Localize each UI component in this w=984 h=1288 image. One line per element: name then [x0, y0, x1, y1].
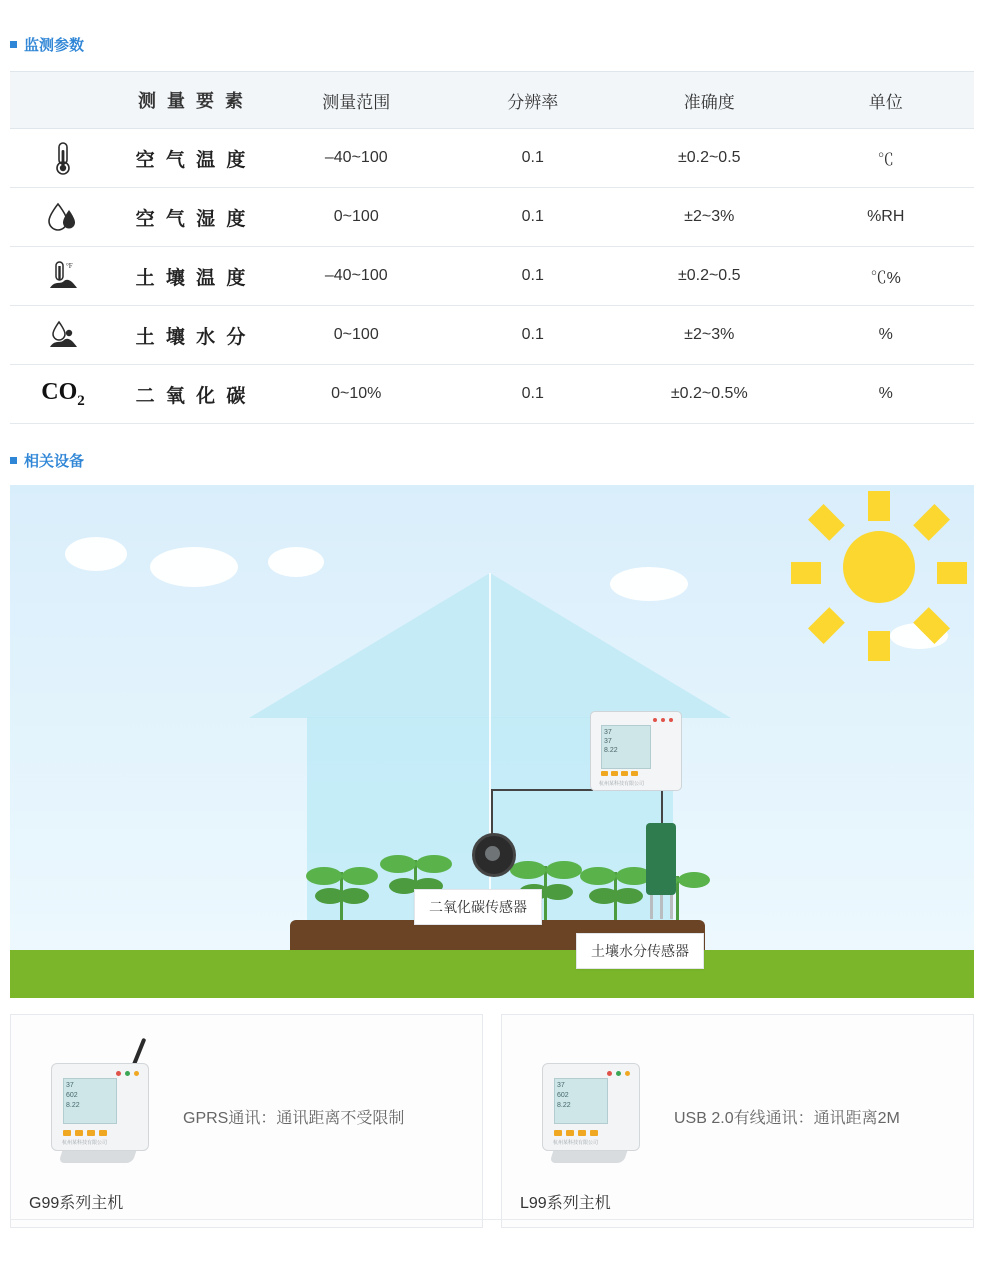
parameter-range: 0~100: [268, 306, 445, 365]
table-header: [10, 72, 974, 129]
humidity-drops-icon: [10, 188, 116, 247]
parameter-resolution: 0.1: [445, 188, 622, 247]
parameter-accuracy: ±0.2~0.5: [621, 129, 798, 188]
card-caption: G99系列主机: [29, 1195, 124, 1212]
device-body: [51, 1063, 149, 1151]
column-header-element: 测 量 要 素: [116, 72, 268, 129]
plant-icon: [580, 842, 652, 920]
host-device-image: [530, 1035, 670, 1165]
soil-moisture-icon: [10, 306, 116, 365]
parameter-accuracy: ±2~3%: [621, 306, 798, 365]
card-caption: L99系列主机: [520, 1195, 611, 1212]
table-row: [10, 306, 974, 365]
column-header-unit: 单位: [798, 72, 975, 129]
label-soil-sensor: 土壤水分传感器: [576, 933, 704, 969]
card-description: GPRS通讯：通讯距离不受限制: [183, 1110, 405, 1127]
parameter-name: 土 壤 水 分: [116, 306, 268, 365]
soil-moisture-sensor-device: [646, 823, 676, 895]
bullet-square-icon: [10, 457, 17, 464]
co2-icon-sub: 2: [77, 392, 85, 409]
parameter-resolution: 0.1: [445, 129, 622, 188]
parameter-accuracy: ±2~3%: [621, 188, 798, 247]
device-brand-text: 杭州某科技有限公司: [62, 1140, 108, 1146]
sensor-prong: [650, 895, 653, 919]
parameter-accuracy: ±0.2~0.5%: [621, 365, 798, 424]
section-heading-parameters: [0, 34, 984, 55]
soil-moisture-icon-svg: [46, 318, 80, 352]
sun-ray: [913, 504, 950, 541]
status-leds-icon: [116, 1071, 139, 1076]
sun-ray: [808, 607, 845, 644]
svg-text:°F: °F: [66, 262, 73, 270]
column-header-accuracy: 准确度: [621, 72, 798, 129]
column-header-resolution: 分辨率: [445, 72, 622, 129]
column-header-range: 测量范围: [268, 72, 445, 129]
table-row: [10, 188, 974, 247]
page-root: [0, 34, 984, 1228]
device-brand-text: 杭州某科技有限公司: [599, 781, 645, 787]
bottom-divider: [10, 1219, 974, 1220]
card-description: USB 2.0有线通讯：通讯距离2M: [674, 1110, 900, 1127]
parameter-resolution: 0.1: [445, 365, 622, 424]
ground-strip: [10, 950, 974, 998]
sensor-wire: [661, 789, 663, 827]
sun-core: [843, 531, 915, 603]
monitoring-parameters-table: [10, 71, 974, 424]
host-device-image: [39, 1035, 179, 1165]
device-body: [542, 1063, 640, 1151]
device-buttons: [63, 1130, 107, 1136]
device-buttons: [554, 1130, 598, 1136]
sun-ray: [913, 607, 950, 644]
thermometer-icon-svg: [50, 140, 76, 176]
sensor-prong: [660, 895, 663, 919]
table-body: [10, 129, 974, 424]
parameter-resolution: 0.1: [445, 247, 622, 306]
sun-ray: [808, 504, 845, 541]
parameter-unit: ℃%: [798, 247, 975, 306]
parameter-unit: %: [798, 365, 975, 424]
device-brand-text: 杭州某科技有限公司: [553, 1140, 599, 1146]
parameter-unit: %RH: [798, 188, 975, 247]
thermometer-icon: [10, 129, 116, 188]
label-co2-sensor: 二氧化碳传感器: [414, 889, 542, 925]
table-row: [10, 365, 974, 424]
section-title-devices: 相关设备: [24, 453, 85, 470]
soil-thermometer-icon: [10, 247, 116, 306]
sensor-prong: [670, 895, 673, 919]
controller-device: [590, 711, 682, 791]
parameter-name: 二 氧 化 碳: [116, 365, 268, 424]
card-l99-host[interactable]: [501, 1014, 974, 1228]
sun-ray: [868, 491, 890, 521]
greenhouse-illustration: [10, 485, 974, 998]
parameter-unit: %: [798, 306, 975, 365]
table-row: [10, 129, 974, 188]
soil-thermometer-icon-svg: [46, 259, 80, 293]
column-header-icon: [10, 72, 116, 129]
parameter-unit: ℃: [798, 129, 975, 188]
parameter-name: 空 气 温 度: [116, 129, 268, 188]
parameter-range: 0~10%: [268, 365, 445, 424]
co2-icon-main: CO: [41, 378, 78, 405]
parameter-name: 空 气 湿 度: [116, 188, 268, 247]
device-screen: 37 602 8.22: [63, 1078, 117, 1124]
parameter-range: –40~100: [268, 247, 445, 306]
parameter-range: 0~100: [268, 188, 445, 247]
co2-icon-label: [41, 378, 85, 409]
parameter-accuracy: ±0.2~0.5: [621, 247, 798, 306]
table-header-row: [10, 72, 974, 129]
sun-ray: [937, 562, 967, 584]
device-screen: 37 602 8.22: [554, 1078, 608, 1124]
parameter-name: 土 壤 温 度: [116, 247, 268, 306]
section-heading-devices: [0, 450, 984, 471]
humidity-drops-icon-svg: [45, 201, 81, 233]
parameter-resolution: 0.1: [445, 306, 622, 365]
plant-icon: [306, 842, 378, 920]
sun-ray: [791, 562, 821, 584]
device-screen: 37 37 8.22: [601, 725, 651, 769]
parameter-range: –40~100: [268, 129, 445, 188]
card-g99-host[interactable]: [10, 1014, 483, 1228]
co2-sensor-device: [472, 833, 516, 877]
device-buttons: [601, 771, 638, 776]
section-title-parameters: 监测参数: [24, 37, 85, 54]
table-row: [10, 247, 974, 306]
bullet-square-icon: [10, 41, 17, 48]
status-leds-icon: [653, 718, 673, 722]
host-device-cards: [10, 1014, 974, 1228]
status-leds-icon: [607, 1071, 630, 1076]
sun-ray: [868, 631, 890, 661]
co2-text-icon: [10, 365, 116, 424]
